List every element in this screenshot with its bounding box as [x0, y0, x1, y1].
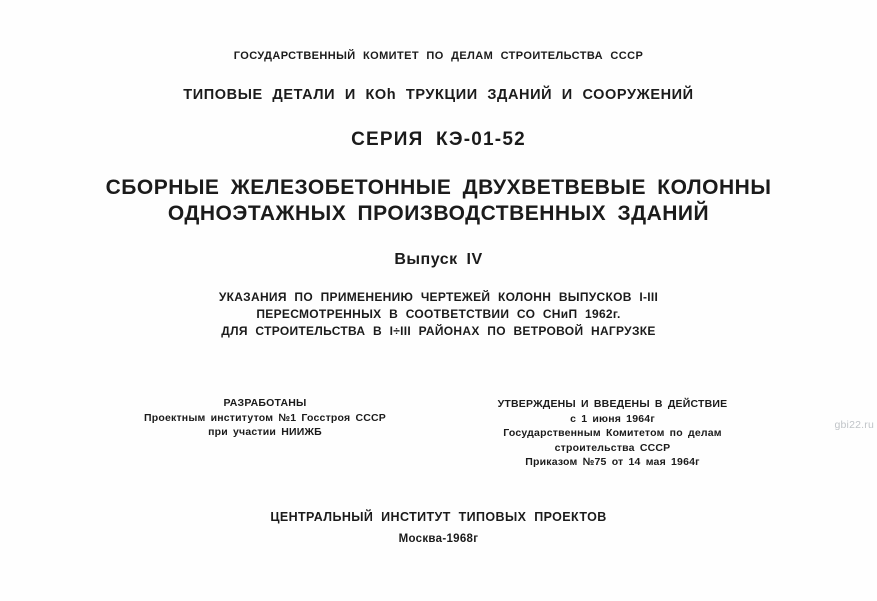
approved-by-heading: УТВЕРЖДЕНЫ И ВВЕДЕНЫ В ДЕЙСТВИЕ — [497, 398, 728, 410]
approved-by-block — [465, 397, 760, 470]
document-title — [0, 175, 877, 227]
application-notes-line2: ПЕРЕСМОТРЕННЫХ В СООТВЕТСТВИИ СО СНиП 1962г. — [256, 307, 621, 321]
application-notes-line3: ДЛЯ СТРОИТЕЛЬСТВА В I÷III РАЙОНАХ ПО ВЕТРОВОЙ НАГРУЗКЕ — [221, 324, 656, 338]
committee-header: ГОСУДАРСТВЕННЫЙ КОМИТЕТ ПО ДЕЛАМ СТРОИТЕЛЬСТВА СССР — [233, 50, 644, 62]
approved-date: с 1 июня 1964г — [570, 412, 655, 425]
city-and-year: Москва-1968г — [398, 533, 479, 545]
typical-details-line: ТИПОВЫЕ ДЕТАЛИ И КОh ТРУКЦИИ ЗДАНИЙ И СООРУЖЕНИЙ — [183, 87, 694, 103]
site-watermark: gbi22.ru — [834, 419, 874, 431]
document-title-line2: ОДНОЭТАЖНЫХ ПРОИЗВОДСТВЕННЫХ ЗДАНИЙ — [167, 202, 710, 225]
issue-number: Выпуск IV — [394, 251, 483, 268]
approved-by-committee-line1: Государственным Комитетом по делам — [503, 427, 722, 439]
approved-by-committee-line2: строительства СССР — [554, 441, 671, 454]
series-number: СЕРИЯ КЭ-01-52 — [351, 129, 526, 150]
developed-by-participant: при участии НИИЖБ — [208, 426, 322, 438]
application-notes-line1: УКАЗАНИЯ ПО ПРИМЕНЕНИЮ ЧЕРТЕЖЕЙ КОЛОНН ВЫПУСКОВ I-III — [218, 290, 659, 304]
developed-by-heading: РАЗРАБОТАНЫ — [223, 397, 307, 409]
document-title-line1: СБОРНЫЕ ЖЕЛЕЗОБЕТОННЫЕ ДВУХВЕТВЕВЫЕ КОЛОННЫ — [105, 176, 772, 199]
approval-order: Приказом №75 от 14 мая 1964г — [525, 456, 700, 468]
publisher-name: ЦЕНТРАЛЬНЫЙ ИНСТИТУТ ТИПОВЫХ ПРОЕКТОВ — [270, 510, 607, 524]
application-notes — [0, 289, 877, 340]
developed-by-block — [125, 396, 405, 440]
developed-by-institute: Проектным институтом №1 Госстроя СССР — [143, 411, 387, 424]
